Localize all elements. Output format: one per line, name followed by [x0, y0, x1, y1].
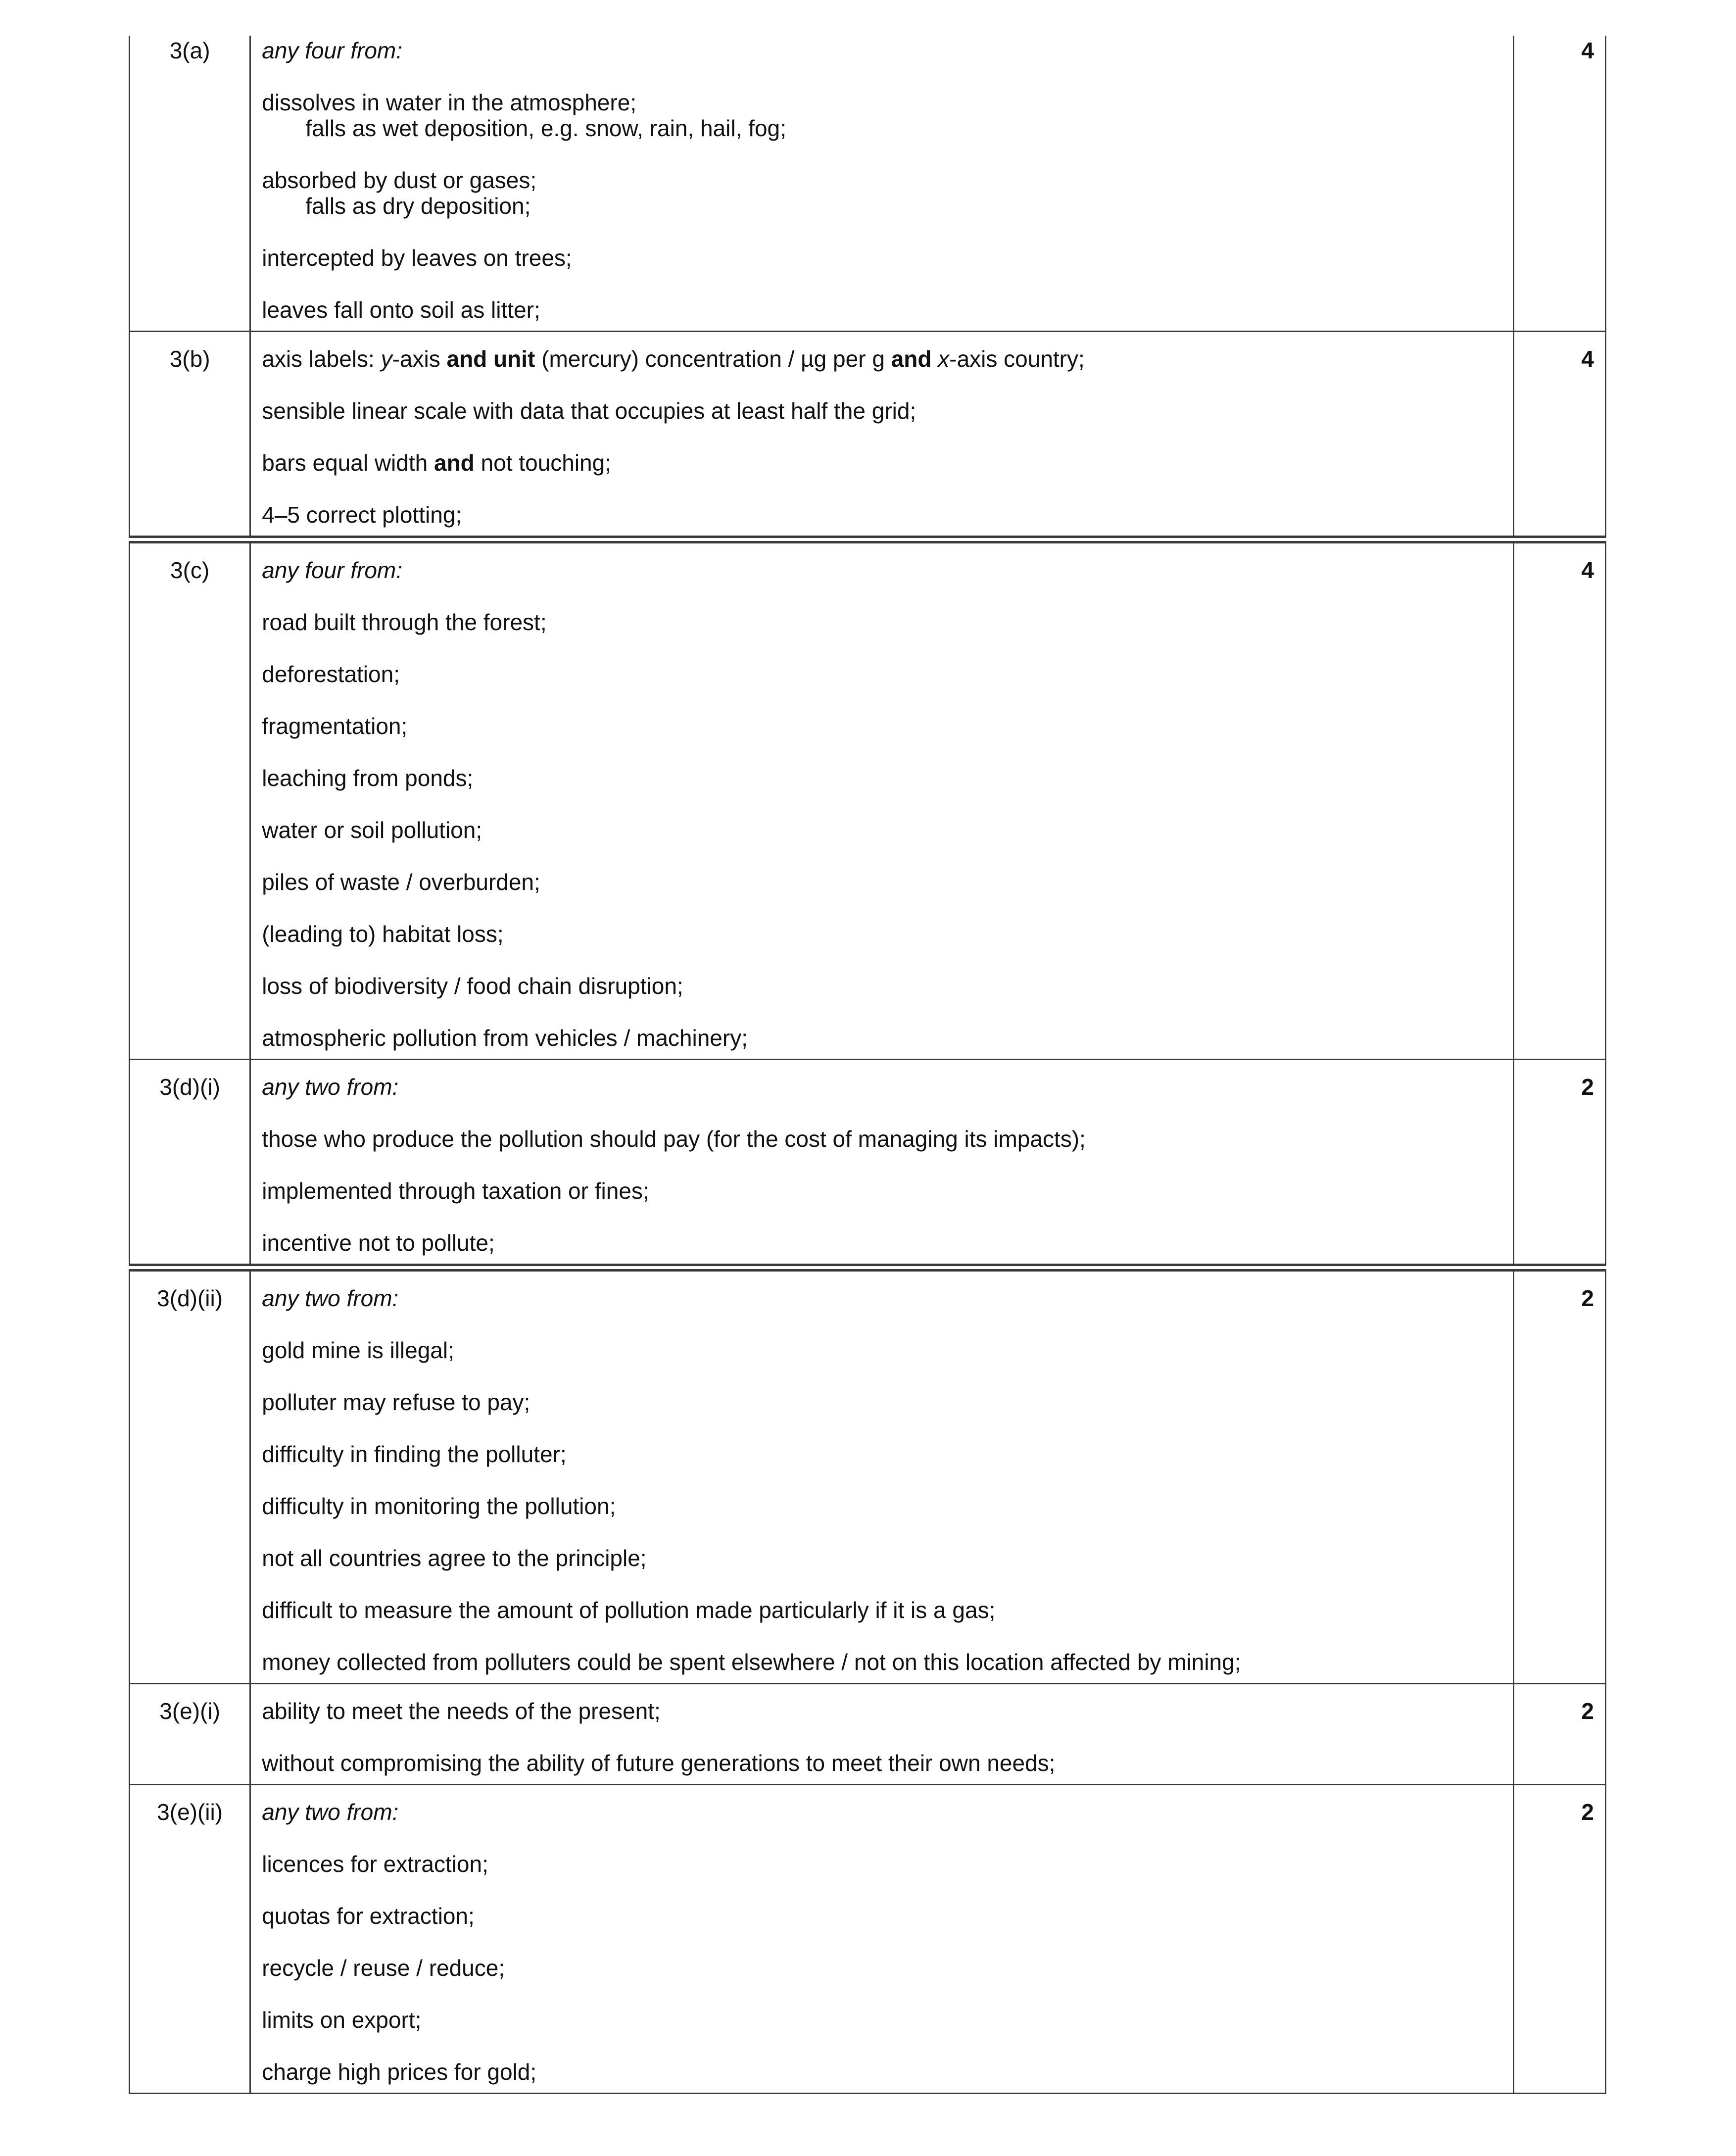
answer-text: those who produce the pollution should pay (for the cost of managing its impacts);: [262, 1126, 1086, 1152]
answer-text: any two from:: [262, 1074, 399, 1100]
answer-text: (leading to) habitat loss;: [262, 921, 504, 947]
marks-value: 4: [1581, 557, 1594, 583]
marks-value: 2: [1581, 1698, 1594, 1724]
answer-text: any two from:: [262, 1799, 399, 1825]
answer-line: [262, 1493, 1513, 1519]
answer-line: [262, 1698, 1513, 1724]
mark-scheme-body: [130, 36, 1606, 2094]
answer-text: bars equal width: [262, 450, 434, 476]
answer-line: [262, 450, 1513, 476]
marks-value: 4: [1581, 38, 1594, 63]
question-number-cell: [130, 36, 250, 332]
answer-line: [262, 1597, 1513, 1623]
marks-value: 4: [1581, 346, 1594, 372]
marks-cell: [1513, 1268, 1605, 1684]
question-number: 3(e)(ii): [157, 1799, 223, 1825]
answer-text: -axis: [392, 346, 447, 372]
answer-line: [262, 167, 1513, 193]
answer-text: without compromising the ability of future generations to meet their own needs;: [262, 1750, 1056, 1776]
answer-cell: [250, 1268, 1514, 1684]
mark-scheme-row: [130, 332, 1606, 540]
answer-line: [262, 1337, 1513, 1363]
answer-line: [262, 1649, 1513, 1675]
answer-text: (mercury) concentration / µg per g: [535, 346, 891, 372]
answer-text: difficulty in finding the polluter;: [262, 1441, 567, 1467]
question-number-cell: [130, 539, 250, 1060]
question-number: 3(a): [169, 38, 210, 63]
answer-text: falls as dry deposition;: [305, 193, 531, 219]
mark-scheme-table: [129, 36, 1606, 2094]
question-number-cell: [130, 332, 250, 540]
answer-text: axis labels:: [262, 346, 381, 372]
mark-scheme-row: [130, 36, 1606, 332]
answer-cell: [250, 1785, 1514, 2094]
answer-line: [262, 817, 1513, 843]
answer-cell: [250, 36, 1514, 332]
marks-value: 2: [1581, 1799, 1594, 1825]
answer-line: [262, 609, 1513, 635]
answer-text: sensible linear scale with data that occupies at least half the grid;: [262, 398, 916, 424]
answer-text: absorbed by dust or gases;: [262, 167, 537, 193]
marks-cell: [1513, 1684, 1605, 1785]
answer-text: any two from:: [262, 1285, 399, 1311]
answer-text: 4–5 correct plotting;: [262, 502, 462, 528]
answer-line: [262, 1074, 1513, 1100]
answer-text: any four from:: [262, 38, 403, 63]
mark-scheme-row: [130, 1060, 1606, 1268]
answer-text: leaching from ponds;: [262, 765, 474, 791]
answer-line: [262, 1389, 1513, 1415]
answer-line: [262, 921, 1513, 947]
answer-text: road built through the forest;: [262, 609, 547, 635]
mark-scheme-row: [130, 1785, 1606, 2094]
answer-text: difficulty in monitoring the pollution;: [262, 1493, 616, 1519]
marks-value: 2: [1581, 1285, 1594, 1311]
marks-cell: [1513, 1060, 1605, 1268]
question-number-cell: [130, 1684, 250, 1785]
answer-line: [262, 90, 1513, 115]
answer-line: [262, 245, 1513, 271]
answer-cell: [250, 1060, 1514, 1268]
answer-line: [262, 765, 1513, 791]
answer-text: licences for extraction;: [262, 1851, 488, 1877]
answer-line: [262, 193, 1513, 219]
answer-line: [262, 557, 1513, 583]
answer-text: charge high prices for gold;: [262, 2059, 537, 2085]
answer-text: y: [381, 346, 392, 372]
answer-cell: [250, 1684, 1514, 1785]
answer-cell: [250, 539, 1514, 1060]
answer-text: recycle / reuse / reduce;: [262, 1955, 505, 1981]
answer-line: [262, 297, 1513, 323]
question-number: 3(d)(ii): [157, 1285, 223, 1311]
question-number: 3(e)(i): [159, 1698, 220, 1724]
answer-text: water or soil pollution;: [262, 817, 482, 843]
mark-scheme-row: [130, 539, 1606, 1060]
marks-cell: [1513, 332, 1605, 540]
question-number-cell: [130, 1060, 250, 1268]
answer-text: polluter may refuse to pay;: [262, 1389, 530, 1415]
question-number: 3(b): [169, 346, 210, 372]
marks-cell: [1513, 1785, 1605, 2094]
answer-line: [262, 1545, 1513, 1571]
answer-text: difficult to measure the amount of pollution made particularly if it is a gas;: [262, 1597, 996, 1623]
answer-line: [262, 1285, 1513, 1311]
answer-text: fragmentation;: [262, 713, 408, 739]
answer-text: atmospheric pollution from vehicles / machinery;: [262, 1025, 748, 1051]
question-number: 3(c): [170, 557, 210, 583]
answer-text: not touching;: [474, 450, 611, 476]
answer-line: [262, 115, 1513, 141]
answer-line: [262, 869, 1513, 895]
answer-line: [262, 1230, 1513, 1256]
answer-text: not all countries agree to the principle;: [262, 1545, 647, 1571]
answer-line: [262, 713, 1513, 739]
answer-text: limits on export;: [262, 2007, 422, 2033]
answer-text: gold mine is illegal;: [262, 1337, 454, 1363]
answer-line: [262, 1025, 1513, 1051]
answer-line: [262, 1799, 1513, 1825]
answer-line: [262, 1750, 1513, 1776]
answer-text: and unit: [446, 346, 535, 372]
answer-text: incentive not to pollute;: [262, 1230, 495, 1256]
answer-line: [262, 2007, 1513, 2033]
answer-text: -axis country;: [949, 346, 1085, 372]
answer-text: leaves fall onto soil as litter;: [262, 297, 540, 323]
answer-text: piles of waste / overburden;: [262, 869, 540, 895]
answer-cell: [250, 332, 1514, 540]
answer-text: dissolves in water in the atmosphere;: [262, 90, 637, 115]
answer-line: [262, 398, 1513, 424]
answer-text: and: [891, 346, 932, 372]
answer-line: [262, 1851, 1513, 1877]
answer-text: any four from:: [262, 557, 403, 583]
question-number-cell: [130, 1268, 250, 1684]
answer-line: [262, 1126, 1513, 1152]
answer-line: [262, 973, 1513, 999]
marks-cell: [1513, 539, 1605, 1060]
answer-text: deforestation;: [262, 661, 400, 687]
answer-line: [262, 2059, 1513, 2085]
answer-text: money collected from polluters could be spent elsewhere / not on this location affected by mining;: [262, 1649, 1241, 1675]
answer-line: [262, 1178, 1513, 1204]
answer-line: [262, 502, 1513, 528]
question-number: 3(d)(i): [159, 1074, 220, 1100]
answer-line: [262, 1441, 1513, 1467]
answer-text: [931, 346, 938, 372]
answer-line: [262, 1903, 1513, 1929]
answer-text: x: [938, 346, 950, 372]
marks-cell: [1513, 36, 1605, 332]
answer-line: [262, 346, 1513, 372]
answer-text: falls as wet deposition, e.g. snow, rain, hail, fog;: [305, 115, 786, 141]
answer-text: intercepted by leaves on trees;: [262, 245, 572, 271]
answer-text: loss of biodiversity / food chain disruption;: [262, 973, 683, 999]
marks-value: 2: [1581, 1074, 1594, 1100]
answer-line: [262, 661, 1513, 687]
answer-text: and: [434, 450, 475, 476]
answer-line: [262, 1955, 1513, 1981]
mark-scheme-row: [130, 1684, 1606, 1785]
answer-line: [262, 38, 1513, 63]
mark-scheme-row: [130, 1268, 1606, 1684]
question-number-cell: [130, 1785, 250, 2094]
answer-text: implemented through taxation or fines;: [262, 1178, 649, 1204]
answer-text: quotas for extraction;: [262, 1903, 475, 1929]
answer-text: ability to meet the needs of the present;: [262, 1698, 661, 1724]
